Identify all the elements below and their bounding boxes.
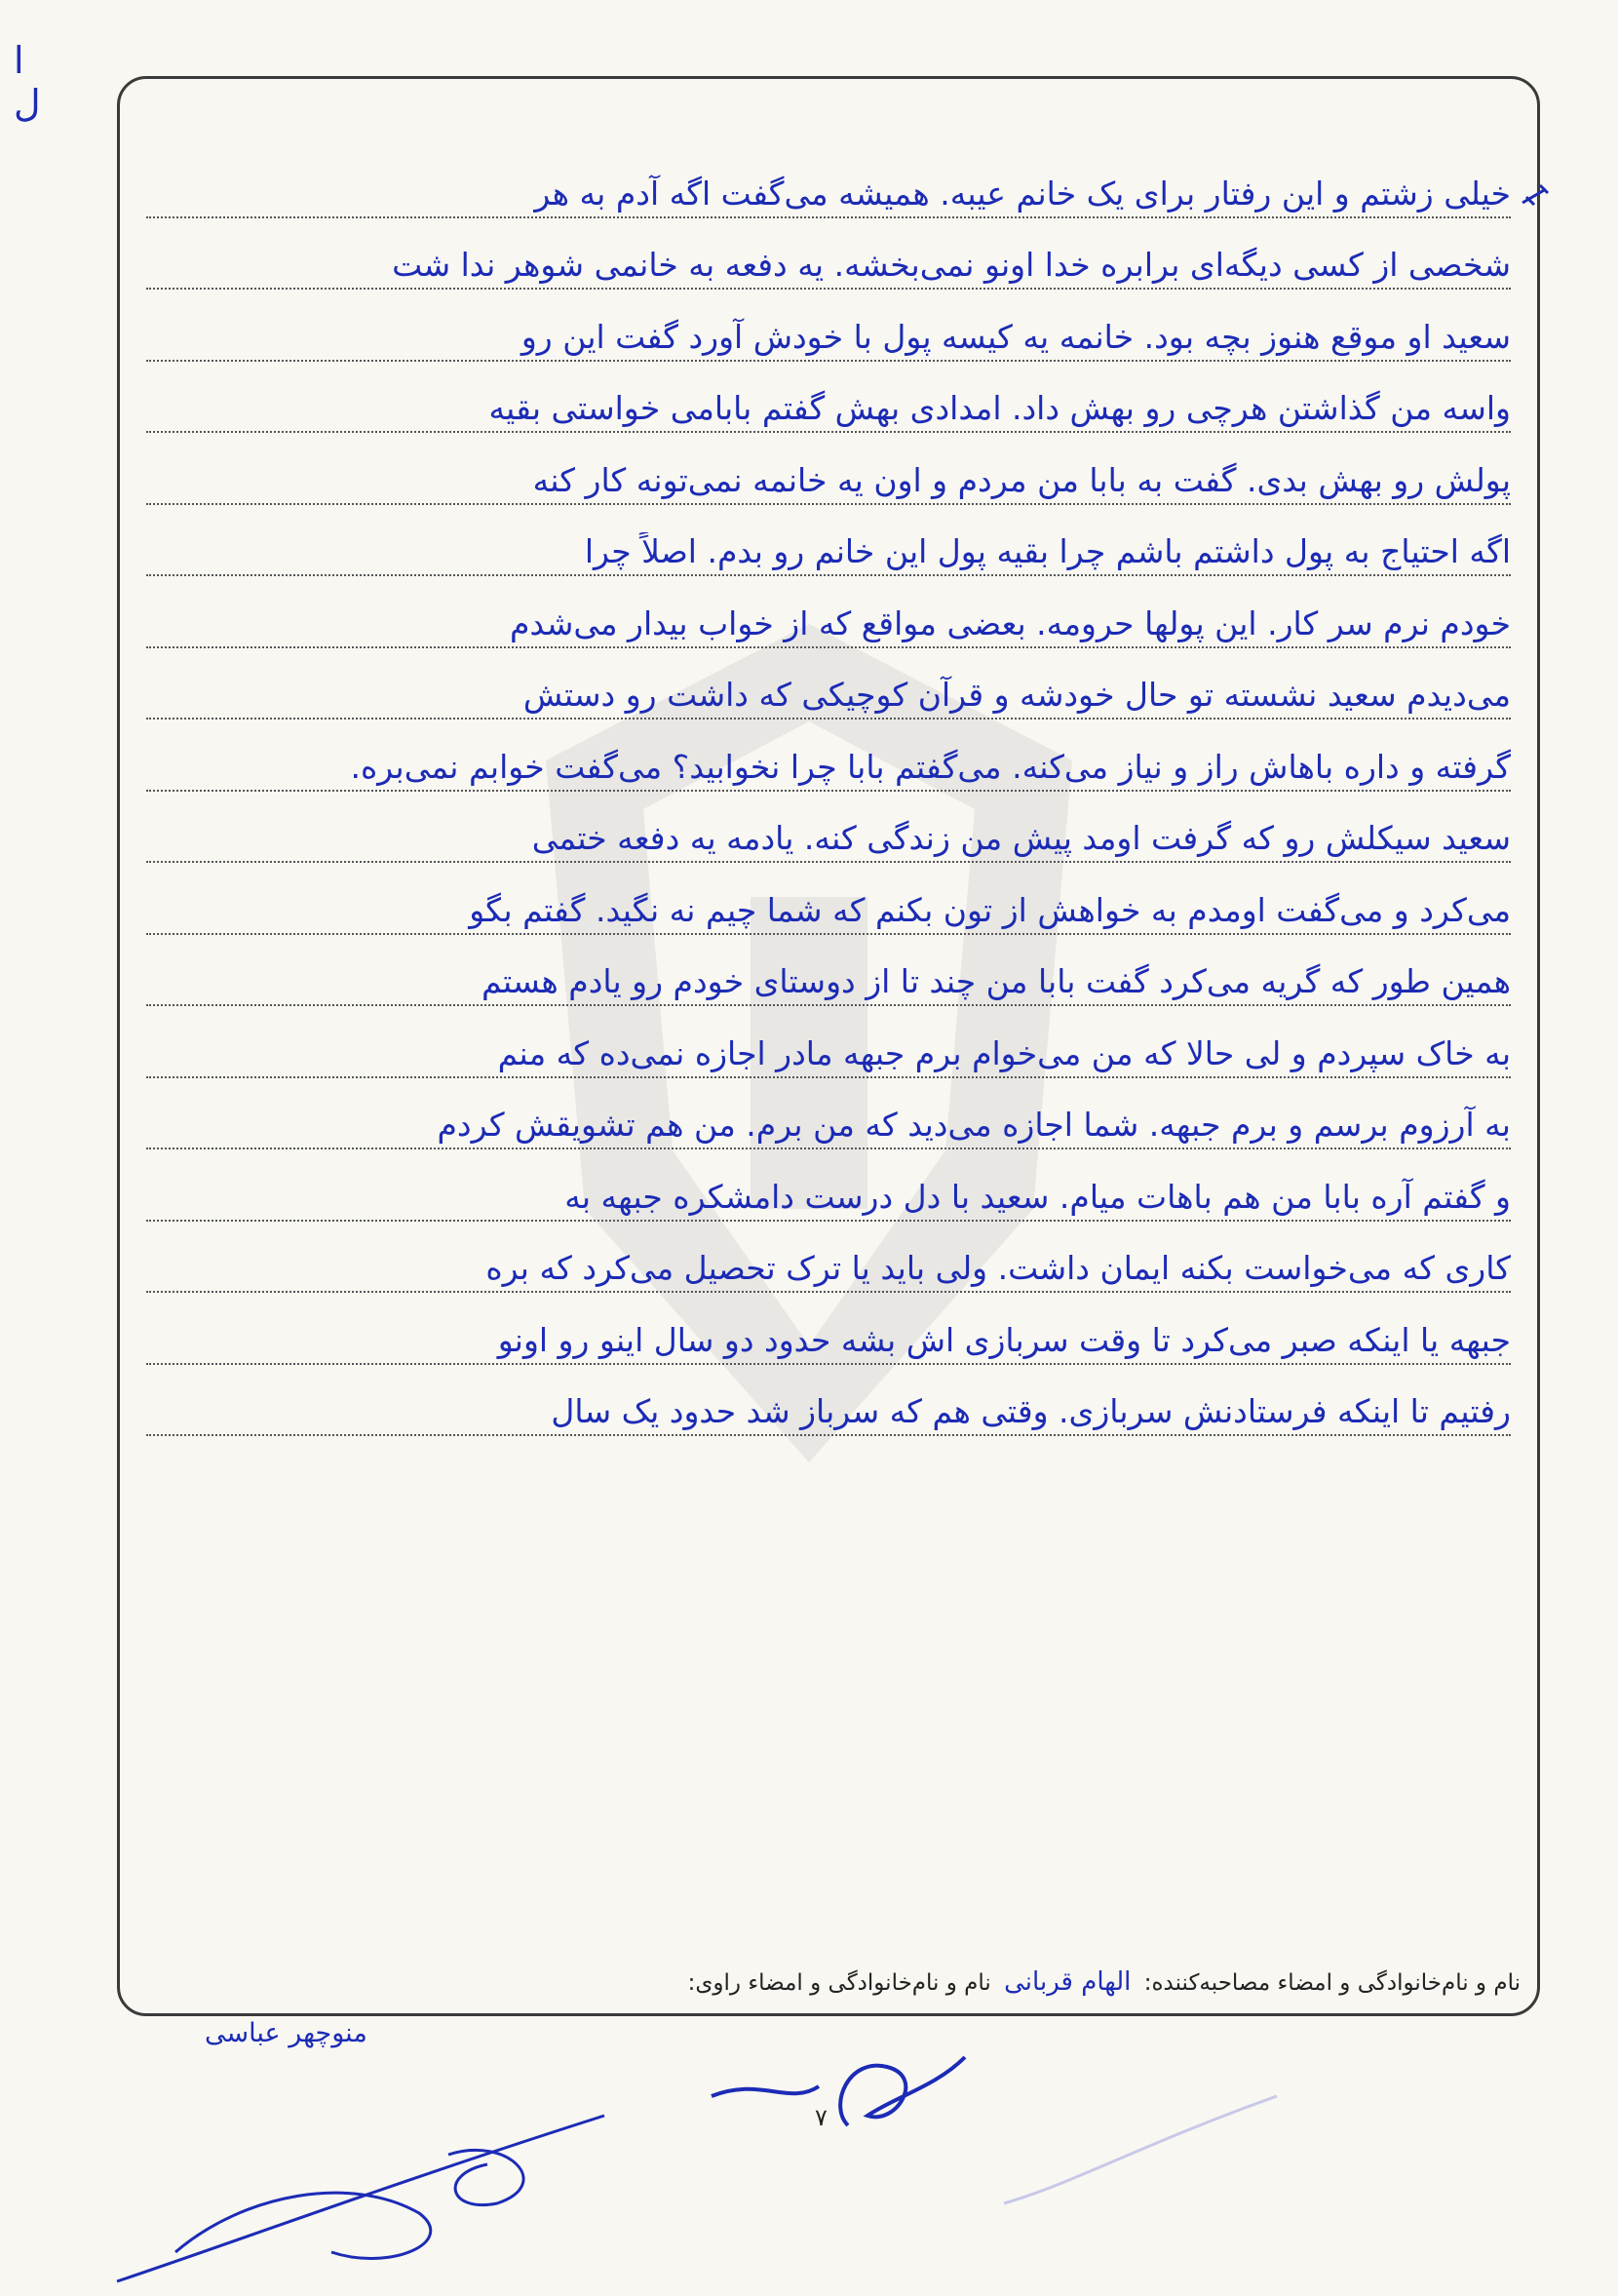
text-line [146, 433, 1511, 505]
text-line [146, 648, 1511, 720]
text-line [146, 1365, 1511, 1437]
narrator-name: منوچهر عباسی [205, 2018, 367, 2048]
margin-ink-mark: ا ل [14, 39, 41, 125]
line-text: به خاک سپردم و لی حالا که من می‌خوام برم جبهه مادر اجازه نمی‌ده که منم [497, 1033, 1511, 1072]
line-text: جبهه یا اینکه صبر می‌کرد تا وقت سربازی اش بشه حدود دو سال اینو رو اونو [497, 1320, 1511, 1359]
page-number: ۷ [815, 2104, 828, 2131]
signature-footer [136, 1967, 1521, 2006]
line-text: همین طور که گریه می‌کرد گفت بابا من چند تا از دوستای خودم رو یادم هستم [482, 962, 1511, 1000]
text-line [146, 290, 1511, 362]
narrator-label: نام و نام‌خانوادگی و امضاء راوی: [687, 1970, 991, 1996]
line-text: می‌دیدم سعید نشسته تو حال خودشه و قرآن کوچیکی که داشت رو دستش [522, 676, 1511, 714]
line-text: رفتیم تا اینکه فرستادنش سربازی. وقتی هم که سرباز شد حدود یک سال [551, 1392, 1511, 1430]
text-line [146, 1222, 1511, 1294]
text-line [146, 720, 1511, 792]
line-text: سعید سیکلش رو که گرفت اومد پیش من زندگی کنه. یادمه یه دفعه ختمی [531, 819, 1511, 857]
line-text: شخصی از کسی دیگه‌ای برابره خدا اونو نمی‌بخشه. یه دفعه به خانمی شوهر ندا شت [392, 246, 1511, 284]
text-line [146, 362, 1511, 434]
line-text: اگه احتیاج به پول داشتم باشم چرا بقیه پول این خانم رو بدم. اصلاً چرا [584, 532, 1511, 570]
pen-mark-icon [1521, 183, 1550, 207]
line-text: گرفته و داره باهاش راز و نیاز می‌کنه. می‌گفتم بابا چرا نخوابید؟ می‌گفت خوابم نمی‌بره. [350, 747, 1511, 786]
text-line [146, 1006, 1511, 1078]
line-text: کاری که می‌خواست بکنه ایمان داشت. ولی باید یا ترک تحصیل می‌کرد که بره [485, 1249, 1511, 1287]
text-line [146, 935, 1511, 1007]
text-line [146, 576, 1511, 648]
narrator-signature [97, 2096, 643, 2291]
line-text: پولش رو بهش بدی. گفت به بابا من مردم و اون یه خانمه نمی‌تونه کار کنه [532, 460, 1511, 499]
text-line [146, 863, 1511, 935]
line-text: می‌کرد و می‌گفت اومدم به خواهش از تون بکنم که شما چیم نه نگید. گفتم بگو [469, 890, 1511, 929]
text-line [146, 218, 1511, 291]
line-text: سعید او موقع هنوز بچه بود. خانمه یه کیسه پول با خودش آورد گفت این رو [520, 317, 1511, 356]
line-text: واسه من گذاشتن هرچی رو بهش داد. امدادی بهش گفتم بابامی خواستی بقیه [488, 389, 1511, 427]
line-text: خودم نرم سر کار. این پولها حرومه. بعضی مواقع که از خواب بیدار می‌شدم [509, 603, 1511, 642]
text-line [146, 1078, 1511, 1150]
handwritten-body [146, 146, 1511, 1436]
text-line [146, 505, 1511, 577]
interviewer-name: الهام قربانی [1004, 1967, 1132, 1997]
line-text: و گفتم آره بابا من هم باهات میام. سعید با دل درست دامشکره جبهه به [564, 1177, 1511, 1216]
text-line [146, 1293, 1511, 1365]
faint-stamp-mark [994, 2086, 1287, 2223]
text-line [146, 1149, 1511, 1222]
interviewer-signature [702, 2038, 975, 2145]
line-text: خیلی زشتم و این رفتار برای یک خانم عیبه. همیشه می‌گفت اگه آدم به هر [534, 174, 1511, 213]
line-text: به آرزوم برسم و برم جبهه. شما اجازه می‌دید که من برم. من هم تشویقش کردم [437, 1106, 1511, 1144]
text-line [146, 792, 1511, 864]
interviewer-label: نام و نام‌خانوادگی و امضاء مصاحبه‌کننده: [1143, 1970, 1521, 1996]
text-line [146, 146, 1511, 218]
